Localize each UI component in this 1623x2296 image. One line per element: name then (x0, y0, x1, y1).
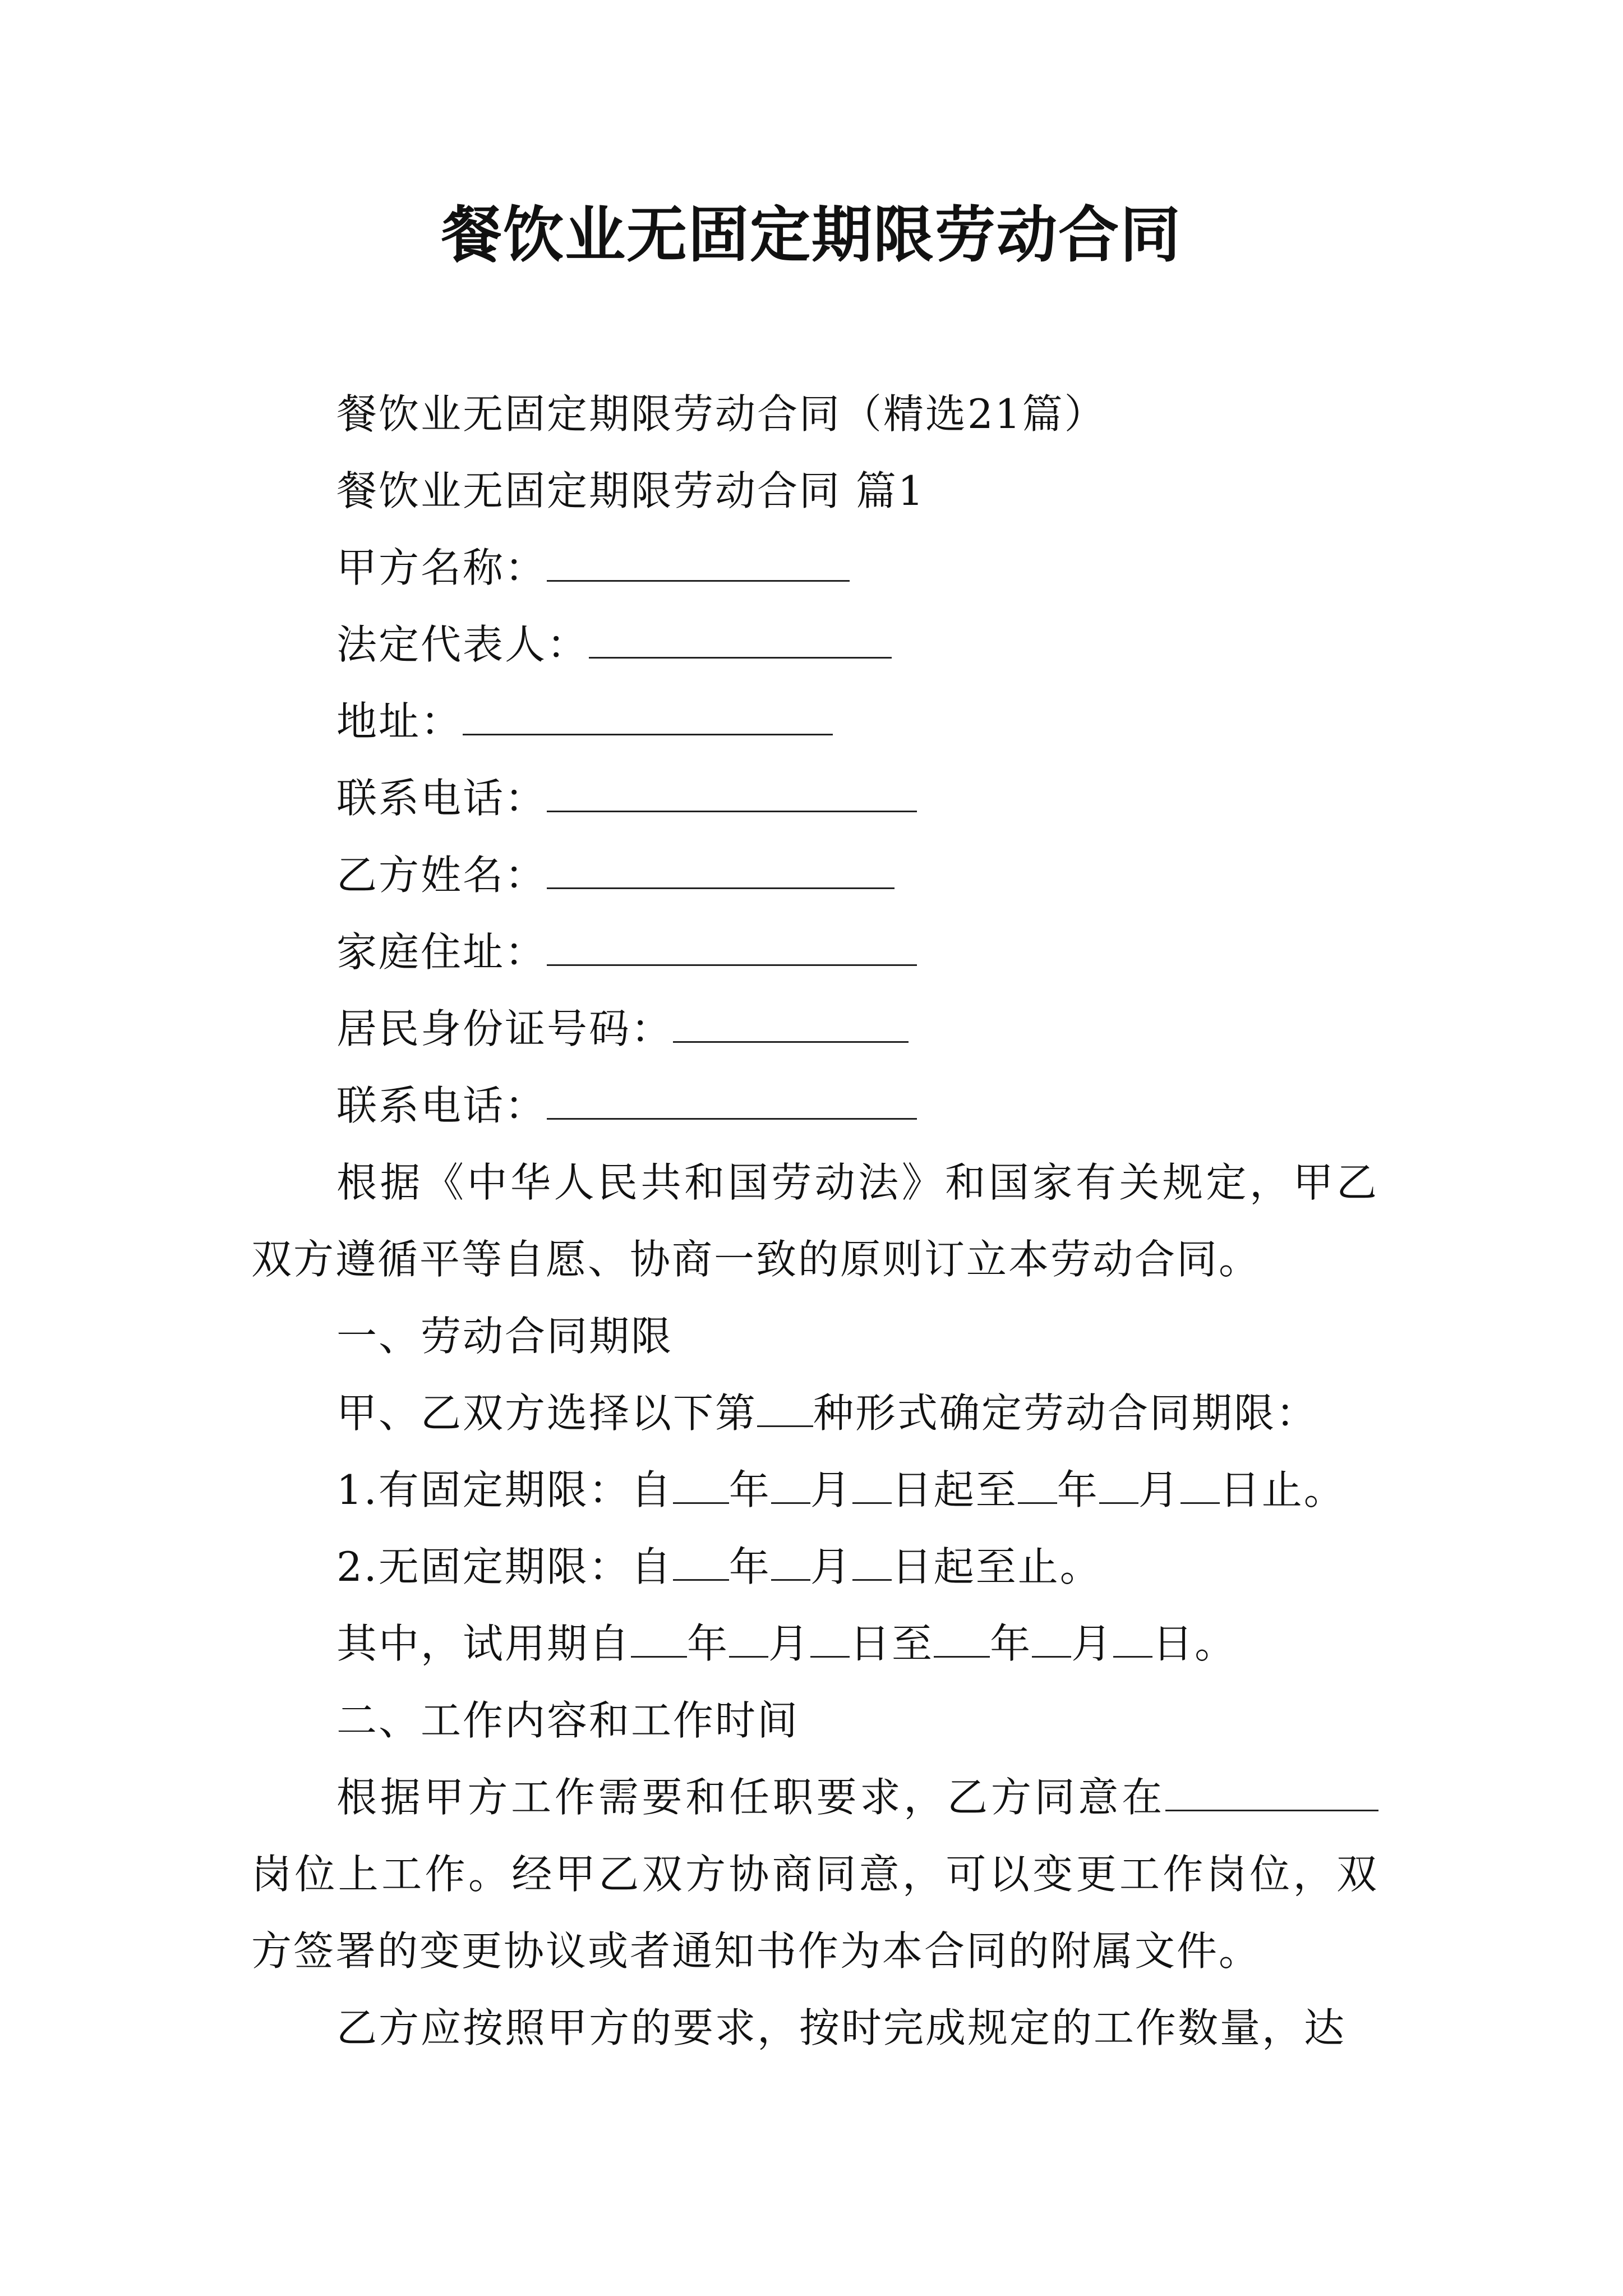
subtitle: 餐饮业无固定期限劳动合同（精选21篇） (336, 390, 1106, 438)
text-run: 日至 (850, 1620, 934, 1667)
sec1-probation (251, 1605, 1378, 1682)
field-home-address (251, 914, 1378, 991)
text-run: 2.无固定期限：自 (336, 1543, 673, 1590)
blank-line (631, 1622, 687, 1658)
sec1-fixed-term (251, 1452, 1378, 1529)
document-body (251, 376, 1378, 2067)
text-run: 日起至 (891, 1466, 1018, 1513)
blank-line (1113, 1622, 1152, 1658)
blank-line (547, 777, 917, 812)
blank-line (673, 1007, 909, 1043)
text-run: 月 (768, 1620, 811, 1667)
field-legal-rep (251, 606, 1378, 683)
text-run: 1.有固定期限：自 (336, 1466, 673, 1513)
text-run: 甲、乙双方选择以下第 (336, 1389, 758, 1437)
blank-line (463, 700, 833, 735)
field-party-b-name (251, 837, 1378, 914)
field-label: 联系电话： (336, 775, 547, 822)
sec1-nonfixed-term (251, 1529, 1378, 1605)
field-party-a-name (251, 530, 1378, 606)
blank-line (589, 623, 892, 659)
text-run: 月 (810, 1543, 852, 1590)
field-label: 法定代表人： (336, 621, 589, 668)
sec2-paragraph-2: 乙方应按照甲方的要求，按时完成规定的工作数量，达 (336, 2004, 1347, 2051)
text-run: 年 (728, 1466, 771, 1513)
field-label: 地址： (336, 698, 463, 745)
text-run: 月 (1138, 1466, 1181, 1513)
text-run: 日止。 (1219, 1466, 1346, 1513)
field-label: 乙方姓名： (336, 852, 547, 899)
blank-line (771, 1469, 810, 1504)
blank-line (1181, 1469, 1220, 1504)
blank-line (852, 1469, 892, 1504)
field-label: 联系电话： (336, 1082, 547, 1129)
blank-line (934, 1622, 990, 1658)
text-run: 年 (990, 1620, 1032, 1667)
field-label: 甲方名称： (336, 544, 547, 591)
blank-line (1165, 1776, 1378, 1811)
blank-line (771, 1545, 810, 1581)
intro-paragraph: 根据《中华人民共和国劳动法》和国家有关规定，甲乙双方遵循平等自愿、协商一致的原则订立本劳动合同。 (251, 1159, 1378, 1283)
field-id-number (251, 991, 1378, 1068)
field-address (251, 683, 1378, 760)
text-run: 根据甲方工作需要和任职要求，乙方同意在 (336, 1774, 1165, 1821)
document-title: 餐饮业无固定期限劳动合同 (441, 200, 1182, 270)
blank-line (729, 1622, 768, 1658)
text-run: 年 (728, 1543, 771, 1590)
sec1-choose (251, 1375, 1378, 1452)
sec1-heading: 一、劳动合同期限 (336, 1313, 674, 1360)
text-run: 其中，试用期自 (336, 1620, 631, 1667)
blank-line (673, 1545, 729, 1581)
blank-line (810, 1622, 850, 1658)
blank-line (852, 1545, 892, 1581)
blank-line (547, 1084, 917, 1120)
field-phone-b (251, 1068, 1378, 1144)
section-heading: 餐饮业无固定期限劳动合同 篇1 (336, 467, 925, 514)
sec2-heading: 二、工作内容和工作时间 (336, 1697, 800, 1744)
blank-line (673, 1469, 729, 1504)
sec2-paragraph-1 (251, 1759, 1378, 1990)
blank-line (547, 546, 850, 582)
blank-line (1032, 1622, 1071, 1658)
blank-line (1099, 1469, 1138, 1504)
text-run: 岗位上工作。经甲乙双方协商同意，可以变更工作岗位，双方签署的变更协议或者通知书作为本合同的附属文件。 (251, 1851, 1378, 1975)
text-run: 年 (687, 1620, 730, 1667)
blank-line (757, 1392, 813, 1427)
blank-line (547, 931, 917, 966)
text-run: 年 (1057, 1466, 1099, 1513)
text-run: 日起至止。 (891, 1543, 1102, 1590)
field-phone-a (251, 760, 1378, 837)
field-label: 家庭住址： (336, 928, 547, 976)
text-run: 月 (810, 1466, 852, 1513)
blank-line (1018, 1469, 1057, 1504)
field-label: 居民身份证号码： (336, 1005, 674, 1052)
blank-line (547, 854, 895, 889)
text-run: 日。 (1152, 1620, 1237, 1667)
text-run: 月 (1071, 1620, 1114, 1667)
text-run: 种形式确定劳动合同期限： (813, 1389, 1318, 1437)
